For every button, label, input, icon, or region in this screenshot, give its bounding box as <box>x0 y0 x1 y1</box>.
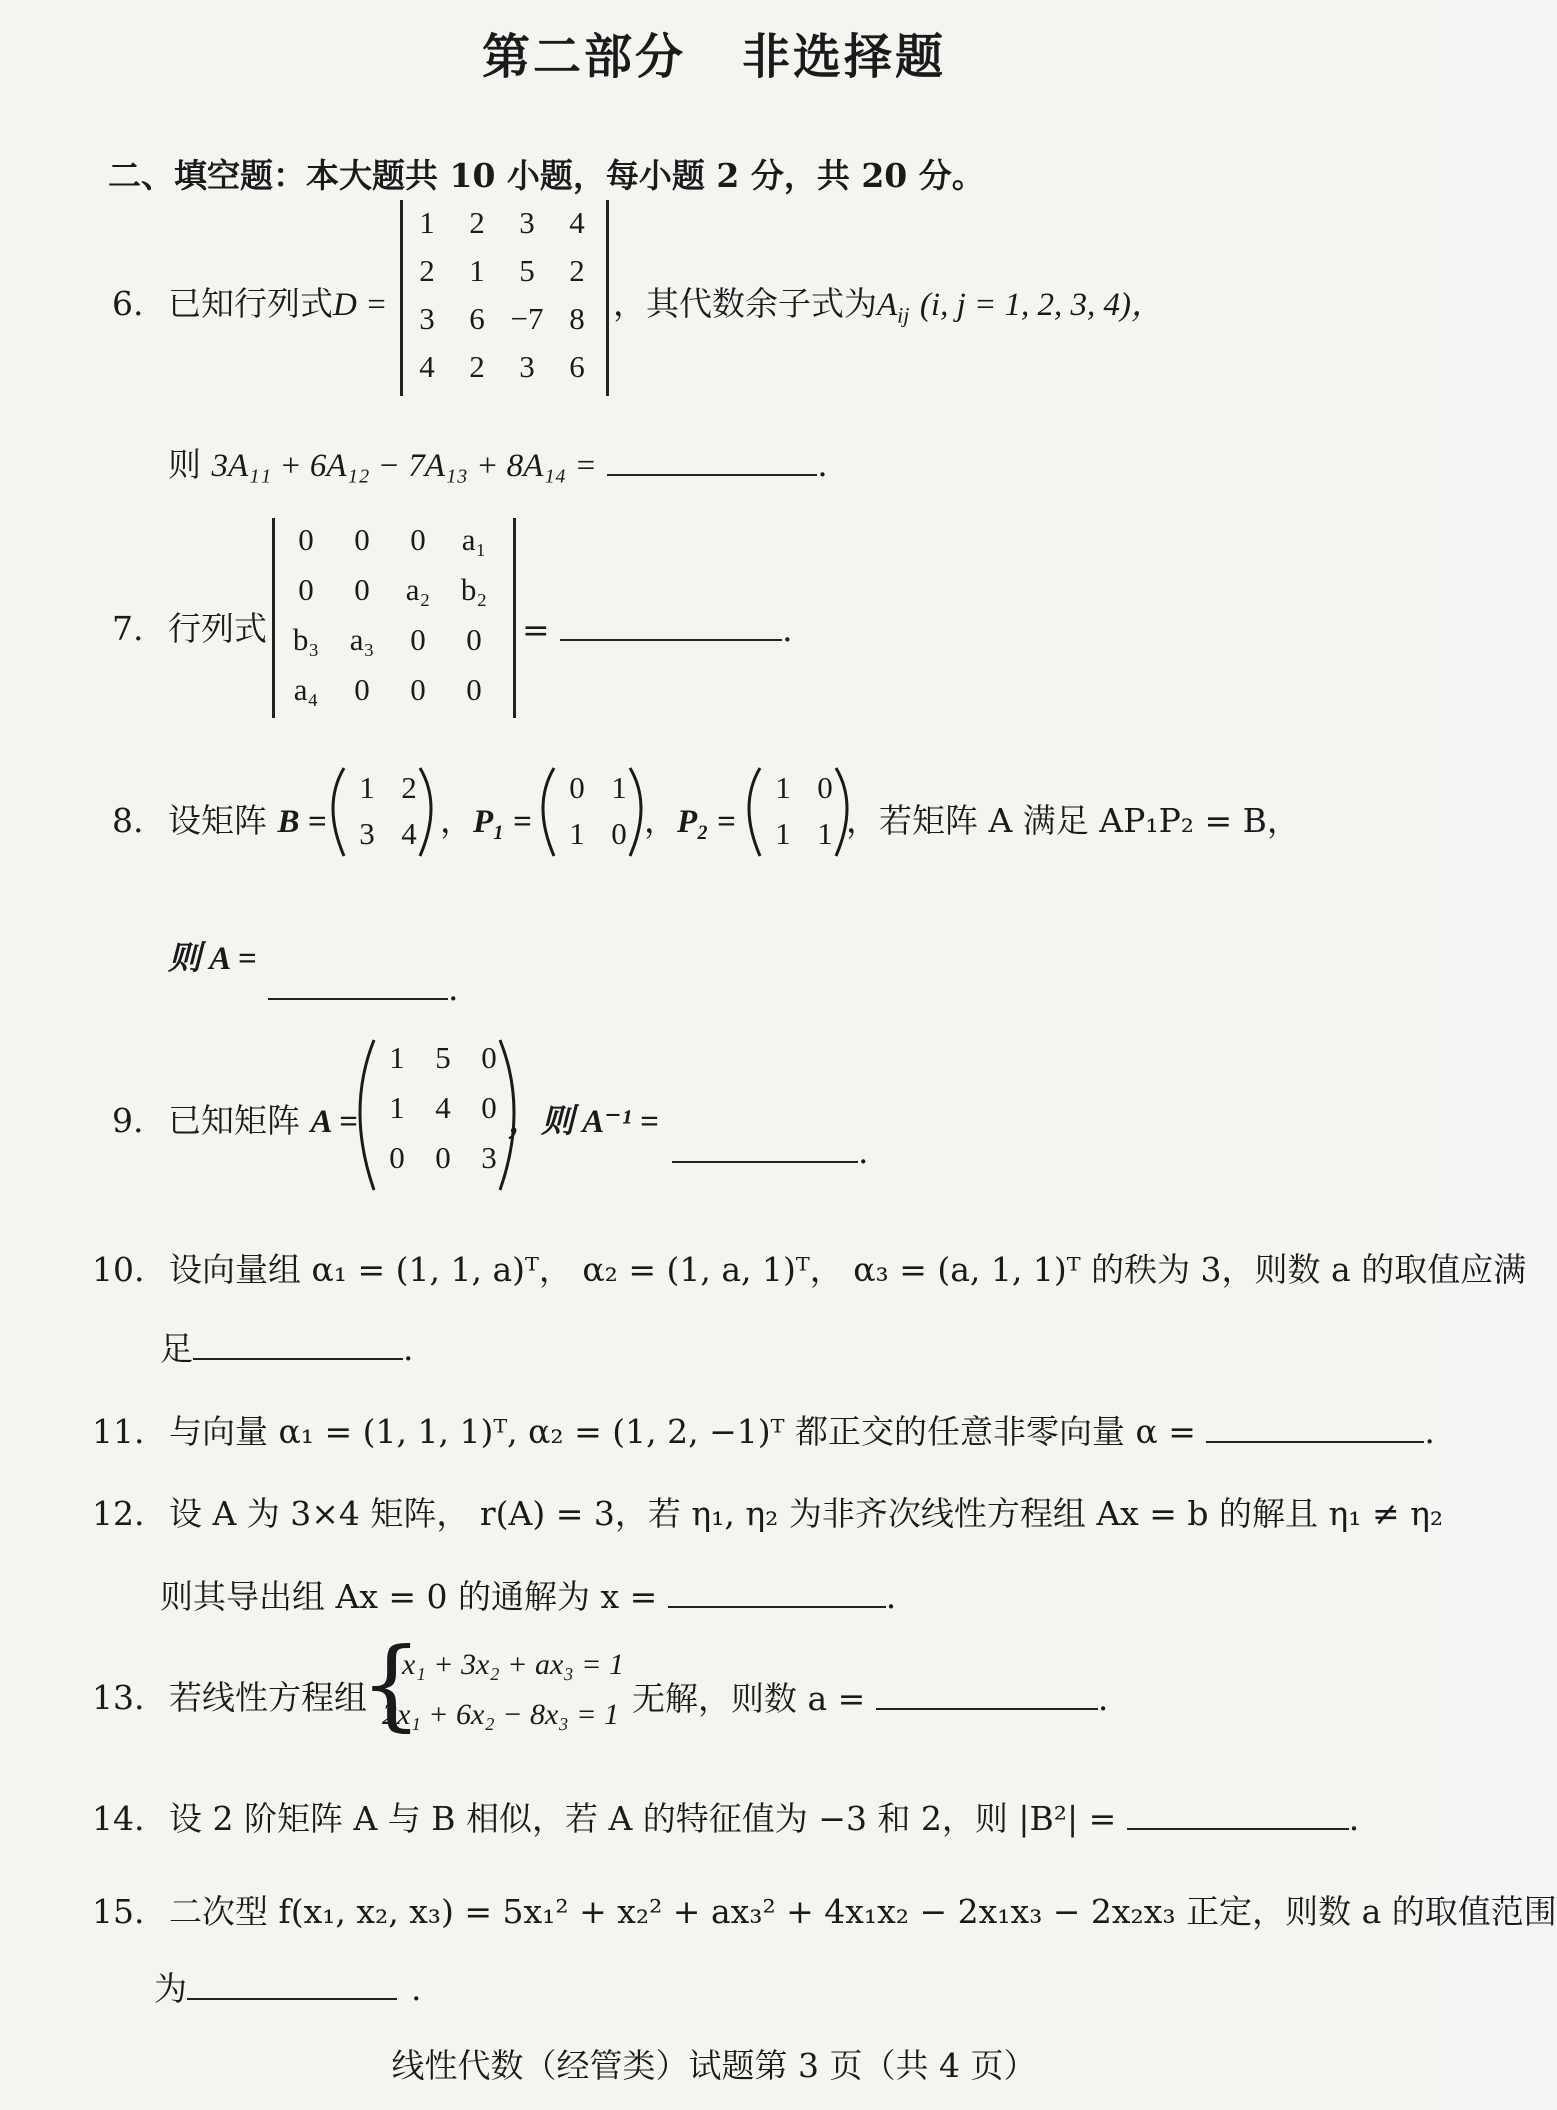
q8-b-left-paren <box>333 768 344 856</box>
q10-answer-blank[interactable] <box>193 1322 403 1360</box>
q7-matrix-cell: 0 <box>298 572 314 607</box>
q6-answer-blank[interactable] <box>607 438 817 476</box>
q8-p1-label: P₁ = <box>473 804 532 840</box>
q8-line1 <box>112 795 327 842</box>
title-name: 非选择题 <box>742 29 947 85</box>
q15-line2 <box>154 1962 422 2010</box>
q15-end: . <box>411 1969 422 2008</box>
q7-matrix-cell: 0 <box>354 572 370 607</box>
q7-answer-blank[interactable] <box>560 603 782 641</box>
q10-line1 <box>92 1244 1526 1291</box>
q12-end: . <box>885 1577 897 1616</box>
q11-number: 11. <box>92 1412 145 1451</box>
q8-b-cell: 1 <box>359 770 375 805</box>
q8-end: . <box>448 969 459 1008</box>
page-title <box>0 18 1428 87</box>
q14-line <box>92 1792 1359 1840</box>
q6-d-label: D = <box>333 287 388 323</box>
q9-a-label: A = <box>310 1104 358 1140</box>
q15-line2-text: 为 <box>154 1969 187 2008</box>
q6-matrix-cell: 1 <box>419 205 435 240</box>
q6-matrix-cell: 2 <box>419 253 435 288</box>
q7-matrix-cell: a₃ <box>349 622 375 657</box>
q8-b-cell: 2 <box>401 770 417 805</box>
q8-p1-left-paren <box>543 768 554 856</box>
q11-line <box>92 1405 1435 1453</box>
q7-end: . <box>782 610 793 649</box>
q9-end: . <box>858 1132 869 1171</box>
q12-answer-blank[interactable] <box>668 1570 886 1608</box>
section-heading: 二、填空题：本大题共 10 小题，每小题 2 分，共 20 分。 <box>108 156 985 195</box>
q6-matrix-cell: 5 <box>519 253 535 288</box>
q13-line <box>92 1672 367 1719</box>
q6-matrix-cell: 6 <box>469 301 485 336</box>
q10-end: . <box>403 1329 414 1368</box>
q13-after-text: 无解，则数 a = <box>632 1679 866 1718</box>
q9-text: 已知矩阵 <box>168 1101 300 1140</box>
q8-p1: ，P₁ = <box>440 801 532 840</box>
q7-matrix-cell: 0 <box>298 522 314 557</box>
q7-matrix-cell: 0 <box>354 672 370 707</box>
q6-end: . <box>817 445 828 484</box>
q7-matrix-cell: 0 <box>410 522 426 557</box>
q9-cell: 5 <box>435 1040 451 1075</box>
q7-matrix-cell: a₂ <box>405 572 431 607</box>
q14-end: . <box>1348 1799 1360 1838</box>
q6-matrix-cell: 1 <box>469 253 485 288</box>
q9-number: 9. <box>112 1101 144 1140</box>
q8-b-cell: 4 <box>401 816 417 851</box>
q6-expression: 3A₁₁ + 6A₁₂ − 7A₁₃ + 8A₁₄ = <box>211 448 597 484</box>
q8-p2-cell: 1 <box>775 816 791 851</box>
q8-p1-cell: 0 <box>611 816 627 851</box>
q13-after <box>632 1672 1108 1720</box>
q9-cell: 0 <box>481 1040 497 1075</box>
q7-text: 行列式 <box>168 609 267 648</box>
q11-answer-blank[interactable] <box>1206 1405 1424 1443</box>
q8-line2 <box>168 932 257 979</box>
q8-p1-cell: 1 <box>569 816 585 851</box>
q10-number: 10. <box>92 1250 145 1289</box>
q8-p1-cell: 0 <box>569 770 585 805</box>
q12-number: 12. <box>92 1494 145 1533</box>
q7-matrix-cell: b₃ <box>292 622 320 657</box>
q6-matrix-cell: 2 <box>469 349 485 384</box>
q10-line2-text: 足 <box>160 1329 193 1368</box>
q6-cofactor: A <box>877 287 898 323</box>
q7-matrix-cell: 0 <box>410 672 426 707</box>
q8-line2-text: 则 A = <box>168 941 257 977</box>
q11-end: . <box>1424 1412 1435 1451</box>
q15-line1 <box>92 1886 1557 1933</box>
q6-matrix-cell: 4 <box>569 205 585 240</box>
q6-line1 <box>112 278 387 325</box>
q15-number: 15. <box>92 1892 145 1931</box>
q6-cofactor-sub: ij <box>897 302 910 328</box>
q9-left-paren <box>360 1040 374 1190</box>
q6-matrix-cell: 3 <box>519 349 535 384</box>
q6-matrix-cell: 2 <box>469 205 485 240</box>
q6-line1-after <box>613 278 1164 329</box>
q8-p2-cell: 0 <box>817 770 833 805</box>
q8-b-label: B = <box>277 804 327 840</box>
q9-cell: 1 <box>389 1040 405 1075</box>
q7-matrix-cell: 0 <box>354 522 370 557</box>
q13-end: . <box>1097 1679 1109 1718</box>
q12-line2 <box>160 1570 896 1618</box>
q9-cell: 3 <box>481 1140 497 1175</box>
q8-b-cell: 3 <box>359 816 375 851</box>
q9-cell: 0 <box>435 1140 451 1175</box>
q8-condition <box>846 795 1300 842</box>
q7-matrix-cell: 0 <box>466 622 482 657</box>
q13-eq1: x₁ + 3x₂ + ax₃ = 1 <box>402 1648 624 1681</box>
q8-answer-blank[interactable] <box>268 962 448 1000</box>
q11-text: 与向量 α₁ = (1, 1, 1)ᵀ, α₂ = (1, 2, −1)ᵀ 都正交的任意非零向量 α = <box>168 1412 1196 1451</box>
q13-eq2: 2x₁ + 6x₂ − 8x₃ = 1 <box>382 1698 619 1731</box>
q8-p2-cell: 1 <box>775 770 791 805</box>
q13-answer-blank[interactable] <box>876 1672 1098 1710</box>
q9-line <box>112 1095 358 1142</box>
q9-after <box>508 1095 659 1142</box>
q10-text: 设向量组 α₁ = (1, 1, a)ᵀ， α₂ = (1, a, 1)ᵀ， α₃ = (a, 1, 1)ᵀ 的秩为 3，则数 a 的取值应满 <box>168 1250 1527 1289</box>
q6-number: 6. <box>112 284 144 323</box>
q12-line2-text: 则其导出组 Ax = 0 的通解为 x = <box>160 1577 658 1616</box>
q13-brace: { <box>360 1628 423 1742</box>
q14-number: 14. <box>92 1799 145 1838</box>
q6-matrix-cell: 8 <box>569 301 585 336</box>
q14-answer-blank[interactable] <box>1127 1792 1349 1830</box>
q9-cell: 0 <box>389 1140 405 1175</box>
q6-matrix-cell: 6 <box>569 349 585 384</box>
q6-matrix-cell: 2 <box>569 253 585 288</box>
q10-line2 <box>160 1322 414 1370</box>
q7-answer <box>522 603 793 649</box>
q7-line <box>112 603 267 650</box>
title-part: 第二部分 <box>481 29 686 85</box>
q9-after-text: ，则 A⁻¹ = <box>508 1104 659 1140</box>
q8-answer <box>268 962 459 1008</box>
q8-text: 设矩阵 <box>168 801 267 840</box>
q7-number: 7. <box>112 609 144 648</box>
q6-matrix-cell: 3 <box>419 301 435 336</box>
q8-number: 8. <box>112 801 144 840</box>
q7-matrix-cell: b₂ <box>460 572 488 607</box>
q7-equals: = <box>522 610 550 649</box>
q12-line1 <box>92 1488 1443 1535</box>
q9-answer <box>672 1125 869 1171</box>
q6-matrix-cell: 4 <box>419 349 435 384</box>
q14-text: 设 2 阶矩阵 A 与 B 相似，若 A 的特征值为 −3 和 2，则 |B²| = <box>168 1799 1117 1838</box>
q7-matrix-cell: a₄ <box>293 672 319 707</box>
q8-p2: ，P₂ = <box>644 801 736 840</box>
q6-range: (i, j = 1, 2, 3, 4)， <box>919 287 1164 323</box>
q13-number: 13. <box>92 1678 145 1717</box>
q9-cell: 1 <box>389 1090 405 1125</box>
q13-text: 若线性方程组 <box>168 1678 367 1717</box>
q15-text: 二次型 f(x₁, x₂, x₃) = 5x₁² + x₂² + ax₃² + 4x₁x₂ − 2x₁x₃ − 2x₂x₃ 正定，则数 a 的取值范围 <box>168 1892 1557 1931</box>
q8-p2-cell: 1 <box>817 816 833 851</box>
q7-matrix-cell: 0 <box>410 622 426 657</box>
q15-answer-blank[interactable] <box>187 1962 397 2000</box>
q6-matrix-cell: −7 <box>510 301 544 336</box>
q6-line2 <box>168 438 828 486</box>
page-footer: 线性代数（经管类）试题第 3 页（共 4 页） <box>391 2046 1037 2085</box>
q6-line2-text: 则 <box>168 445 201 484</box>
q9-cell: 0 <box>481 1090 497 1125</box>
q8-p1-cell: 1 <box>611 770 627 805</box>
q9-answer-blank[interactable] <box>672 1125 858 1163</box>
q8-p2-label: P₂ = <box>677 804 736 840</box>
q8-p2-left-paren <box>749 768 760 856</box>
q7-matrix-cell: 0 <box>466 672 482 707</box>
q8-cond: ，若矩阵 A 满足 AP₁P₂ = B， <box>846 801 1300 840</box>
q9-cell: 4 <box>435 1090 451 1125</box>
q6-after: ，其代数余子式为 <box>613 284 877 323</box>
q12-text: 设 A 为 3×4 矩阵， r(A) = 3，若 η₁, η₂ 为非齐次线性方程组 Ax = b 的解且 η₁ ≠ η₂ <box>168 1494 1444 1533</box>
q6-text: 已知行列式 <box>168 284 333 323</box>
q7-matrix-cell: a₁ <box>461 522 487 557</box>
q6-matrix-cell: 3 <box>519 205 535 240</box>
